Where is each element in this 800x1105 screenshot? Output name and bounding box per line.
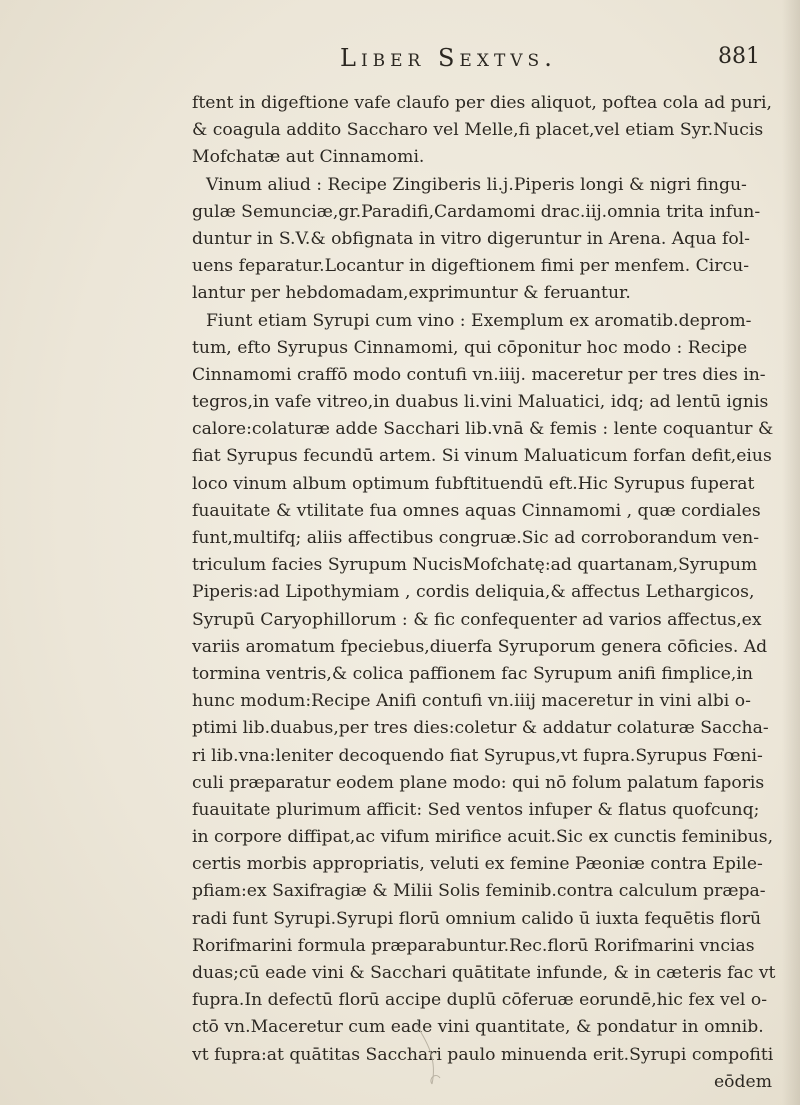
text-line: ri lib.vna:leniter decoquendo fiat Syrupus,vt fupra.Syrupus Fœni- bbox=[192, 745, 763, 766]
text-line: Syrupū Caryophillorum : & fic confequenter ad varios affectus,ex bbox=[192, 609, 762, 630]
page-edge-shadow bbox=[782, 0, 800, 1105]
text-line: Mofchatæ aut Cinnamomi. bbox=[192, 147, 425, 168]
pencil-mark bbox=[410, 1020, 450, 1090]
text-line: fuauitate & vtilitate fua omnes aquas Cinnamomi , quæ cordiales bbox=[192, 500, 761, 521]
running-head: Liber Sextvs. bbox=[340, 44, 557, 72]
text-line: Piperis:ad Lipothymiam , cordis deliquia,& affectus Lethargicos, bbox=[192, 582, 755, 603]
text-line: fiat Syrupus fecundū artem. Si vinum Maluaticum forfan defit,eius bbox=[192, 446, 772, 467]
text-line: ftent in digeftione vafe claufo per dies aliquot, poftea cola ad puri, bbox=[192, 93, 772, 113]
text-line: tormina ventris,& colica paffionem fac Syrupum anifi fimplice,in bbox=[192, 663, 753, 684]
text-line: ptimi lib.duabus,per tres dies:coletur & addatur colaturæ Saccha- bbox=[192, 718, 769, 739]
text-line: triculum facies Syrupum NucisMofchatę:ad quartanam,Syrupum bbox=[192, 555, 758, 576]
text-line: radi funt Syrupi.Syrupi florū omnium calido ū iuxta fequētis florū bbox=[192, 908, 762, 929]
text-line: Cinnamomi craffō modo contufi vn.iiij. maceretur per tres dies in- bbox=[192, 364, 766, 385]
text-line: certis morbis appropriatis, veluti ex femine Pæoniæ contra Epile- bbox=[192, 854, 763, 875]
text-line: gulæ Semunciæ,gr.Paradifi,Cardamomi drac.iij.omnia trita infun- bbox=[192, 201, 761, 222]
text-line: hunc modum:Recipe Anifi contufi vn.iiij maceretur in vini albi o- bbox=[192, 691, 751, 712]
text-line: pfiam:ex Saxifragiæ & Milii Solis feminib.contra calculum præpa- bbox=[192, 881, 766, 902]
text-line: calore:colaturæ adde Sacchari lib.vnā & femis : lente coquantur & bbox=[192, 419, 774, 440]
text-line: Rorifmarini formula præparabuntur.Rec.florū Rorifmarini vncias bbox=[192, 935, 755, 956]
text-line: Fiunt etiam Syrupi cum vino : Exemplum ex aromatib.deprom- bbox=[206, 310, 752, 331]
text-line: funt,multifq; aliis affectibus congruæ.Sic ad corroborandum ven- bbox=[192, 528, 760, 548]
text-line: Vinum aliud : Recipe Zingiberis li.j.Piperis longi & nigri fingu- bbox=[206, 174, 747, 195]
body-text bbox=[192, 90, 782, 1096]
text-line: tegros,in vafe vitreo,in duabus li.vini Maluatici, idq; ad lentū ignis bbox=[192, 392, 769, 413]
text-line: & coagula addito Saccharo vel Melle,fi placet,vel etiam Syr.Nucis bbox=[192, 120, 764, 141]
text-line: lantur per hebdomadam,exprimuntur & feruantur. bbox=[192, 283, 631, 304]
text-line: variis aromatum fpeciebus,diuerfa Syruporum genera cōficies. Ad bbox=[192, 636, 768, 657]
text-line: in corpore diffipat,ac vifum mirifice acuit.Sic ex cunctis feminibus, bbox=[192, 827, 774, 848]
text-line: duas;cū eade vini & Sacchari quātitate infunde, & in cæteris fac vt bbox=[192, 963, 776, 983]
text-line: culi præparatur eodem plane modo: qui nō folum palatum faporis bbox=[192, 772, 765, 793]
text-line: tum, efto Syrupus Cinnamomi, qui cōponitur hoc modo : Recipe bbox=[192, 337, 748, 358]
text-line: vt fupra:at quātitas Sacchari paulo minuenda erit.Syrupi compofiti bbox=[192, 1044, 774, 1065]
text-line: loco vinum album optimum fubftituendū eft.Hic Syrupus fuperat bbox=[192, 473, 755, 494]
text-line: fupra.In defectū florū accipe duplū cōferuæ eorundē,hic fex vel o- bbox=[192, 990, 768, 1011]
text-line: ctō vn.Maceretur cum eade vini quantitate, & pondatur in omnib. bbox=[192, 1017, 764, 1038]
catchword: eōdem bbox=[714, 1071, 772, 1092]
text-line: duntur in S.V.& obfignata in vitro digeruntur in Arena. Aqua fol- bbox=[192, 228, 750, 249]
folio-number: 881 bbox=[718, 44, 760, 69]
page-header bbox=[340, 44, 760, 78]
text-line: uens feparatur.Locantur in digeftionem fimi per menfem. Circu- bbox=[192, 256, 750, 277]
text-line: fuauitate plurimum afficit: Sed ventos infuper & flatus quofcunq; bbox=[192, 799, 760, 820]
